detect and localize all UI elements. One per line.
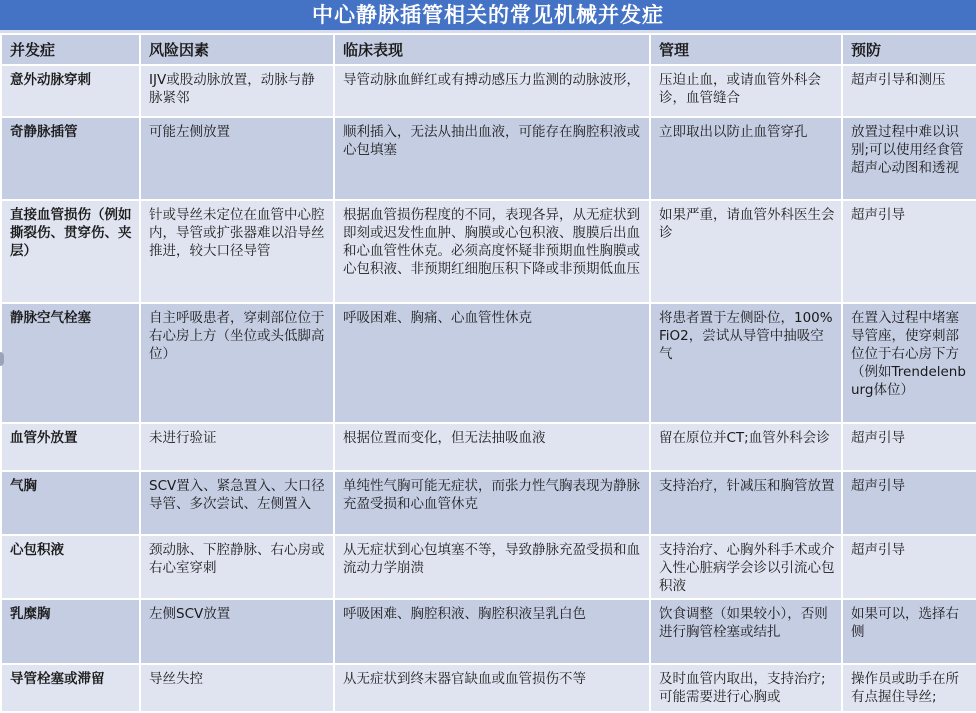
prevention-cell: 超声引导 (842, 200, 976, 303)
table-row (1, 535, 976, 599)
presentation-cell: 单纯性气胸可能无症状，而张力性气胸表现为静脉充盈受损和心血管休克 (334, 471, 650, 535)
presentation-cell: 根据位置而变化，但无法抽吸血液 (334, 423, 650, 471)
table-row (1, 303, 976, 423)
management-cell: 支持治疗，针减压和胸管放置 (650, 471, 842, 535)
scroll-handle-dot (0, 352, 4, 366)
header-clinical-presentation: 临床表现 (334, 34, 650, 65)
table-row (1, 65, 976, 117)
table-row (1, 471, 976, 535)
management-cell: 及时血管内取出，支持治疗;可能需要进行心胸或 (650, 664, 842, 712)
risk-cell: IJV或股动脉放置，动脉与静脉紧邻 (140, 65, 334, 117)
table-header-row (1, 34, 976, 65)
complication-cell: 静脉空气栓塞 (1, 303, 140, 423)
management-cell: 将患者置于左侧卧位，100% FiO2，尝试从导管中抽吸空气 (650, 303, 842, 423)
header-management: 管理 (650, 34, 842, 65)
header-complication: 并发症 (1, 34, 140, 65)
risk-cell: SCV置入、紧急置入、大口径导管、多次尝试、左侧置入 (140, 471, 334, 535)
presentation-cell: 顺利插入，无法从抽出血液，可能存在胸腔积液或心包填塞 (334, 117, 650, 200)
prevention-cell: 超声引导和测压 (842, 65, 976, 117)
prevention-cell: 超声引导 (842, 535, 976, 599)
complication-cell: 血管外放置 (1, 423, 140, 471)
risk-cell: 导丝失控 (140, 664, 334, 712)
presentation-cell: 从无症状到心包填塞不等，导致静脉充盈受损和血流动力学崩溃 (334, 535, 650, 599)
complication-cell: 奇静脉插管 (1, 117, 140, 200)
prevention-cell: 超声引导 (842, 471, 976, 535)
complications-table (0, 33, 976, 713)
complication-cell: 直接血管损伤（例如撕裂伤、贯穿伤、夹层） (1, 200, 140, 303)
page-title: 中心静脉插管相关的常见机械并发症 (0, 0, 976, 30)
management-cell: 立即取出以防止血管穿孔 (650, 117, 842, 200)
prevention-cell: 操作员或助手在所有点握住导丝; (842, 664, 976, 712)
management-cell: 支持治疗、心胸外科手术或介入性心脏病学会诊以引流心包积液 (650, 535, 842, 599)
table-row (1, 117, 976, 200)
management-cell: 留在原位并CT;血管外科会诊 (650, 423, 842, 471)
risk-cell: 颈动脉、下腔静脉、右心房或右心室穿刺 (140, 535, 334, 599)
table-row (1, 200, 976, 303)
presentation-cell: 根据血管损伤程度的不同，表现各异，从无症状到即刻或迟发性血肿、胸膜或心包积液、腹膜后出血和心血管性休克。必须高度怀疑非预期血性胸膜或心包积液、非预期红细胞压积下降或非预期低血压 (334, 200, 650, 303)
risk-cell: 左侧SCV放置 (140, 599, 334, 664)
presentation-cell: 呼吸困难、胸痛、心血管性休克 (334, 303, 650, 423)
risk-cell: 可能左侧放置 (140, 117, 334, 200)
prevention-cell: 放置过程中难以识别;可以使用经食管超声心动图和透视 (842, 117, 976, 200)
presentation-cell: 呼吸困难、胸腔积液、胸腔积液呈乳白色 (334, 599, 650, 664)
risk-cell: 针或导丝未定位在血管中心腔内，导管或扩张器难以沿导丝推进，较大口径导管 (140, 200, 334, 303)
table-row (1, 599, 976, 664)
presentation-cell: 从无症状到终末器官缺血或血管损伤不等 (334, 664, 650, 712)
risk-cell: 未进行验证 (140, 423, 334, 471)
management-cell: 压迫止血，或请血管外科会诊，血管缝合 (650, 65, 842, 117)
table-row (1, 423, 976, 471)
prevention-cell: 如果可以，选择右侧 (842, 599, 976, 664)
complication-cell: 意外动脉穿刺 (1, 65, 140, 117)
management-cell: 如果严重，请血管外科医生会诊 (650, 200, 842, 303)
header-prevention: 预防 (842, 34, 976, 65)
complication-cell: 导管栓塞或滞留 (1, 664, 140, 712)
table-row (1, 664, 976, 712)
complication-cell: 心包积液 (1, 535, 140, 599)
complication-cell: 乳糜胸 (1, 599, 140, 664)
presentation-cell: 导管动脉血鲜红或有搏动感压力监测的动脉波形， (334, 65, 650, 117)
complication-cell: 气胸 (1, 471, 140, 535)
prevention-cell: 超声引导 (842, 423, 976, 471)
header-risk-factors: 风险因素 (140, 34, 334, 65)
risk-cell: 自主呼吸患者，穿刺部位位于右心房上方（坐位或头低脚高位） (140, 303, 334, 423)
prevention-cell: 在置入过程中堵塞导管座，使穿刺部位位于右心房下方（例如Trendelenburg体位） (842, 303, 976, 423)
management-cell: 饮食调整（如果较小），否则进行胸管栓塞或结扎 (650, 599, 842, 664)
